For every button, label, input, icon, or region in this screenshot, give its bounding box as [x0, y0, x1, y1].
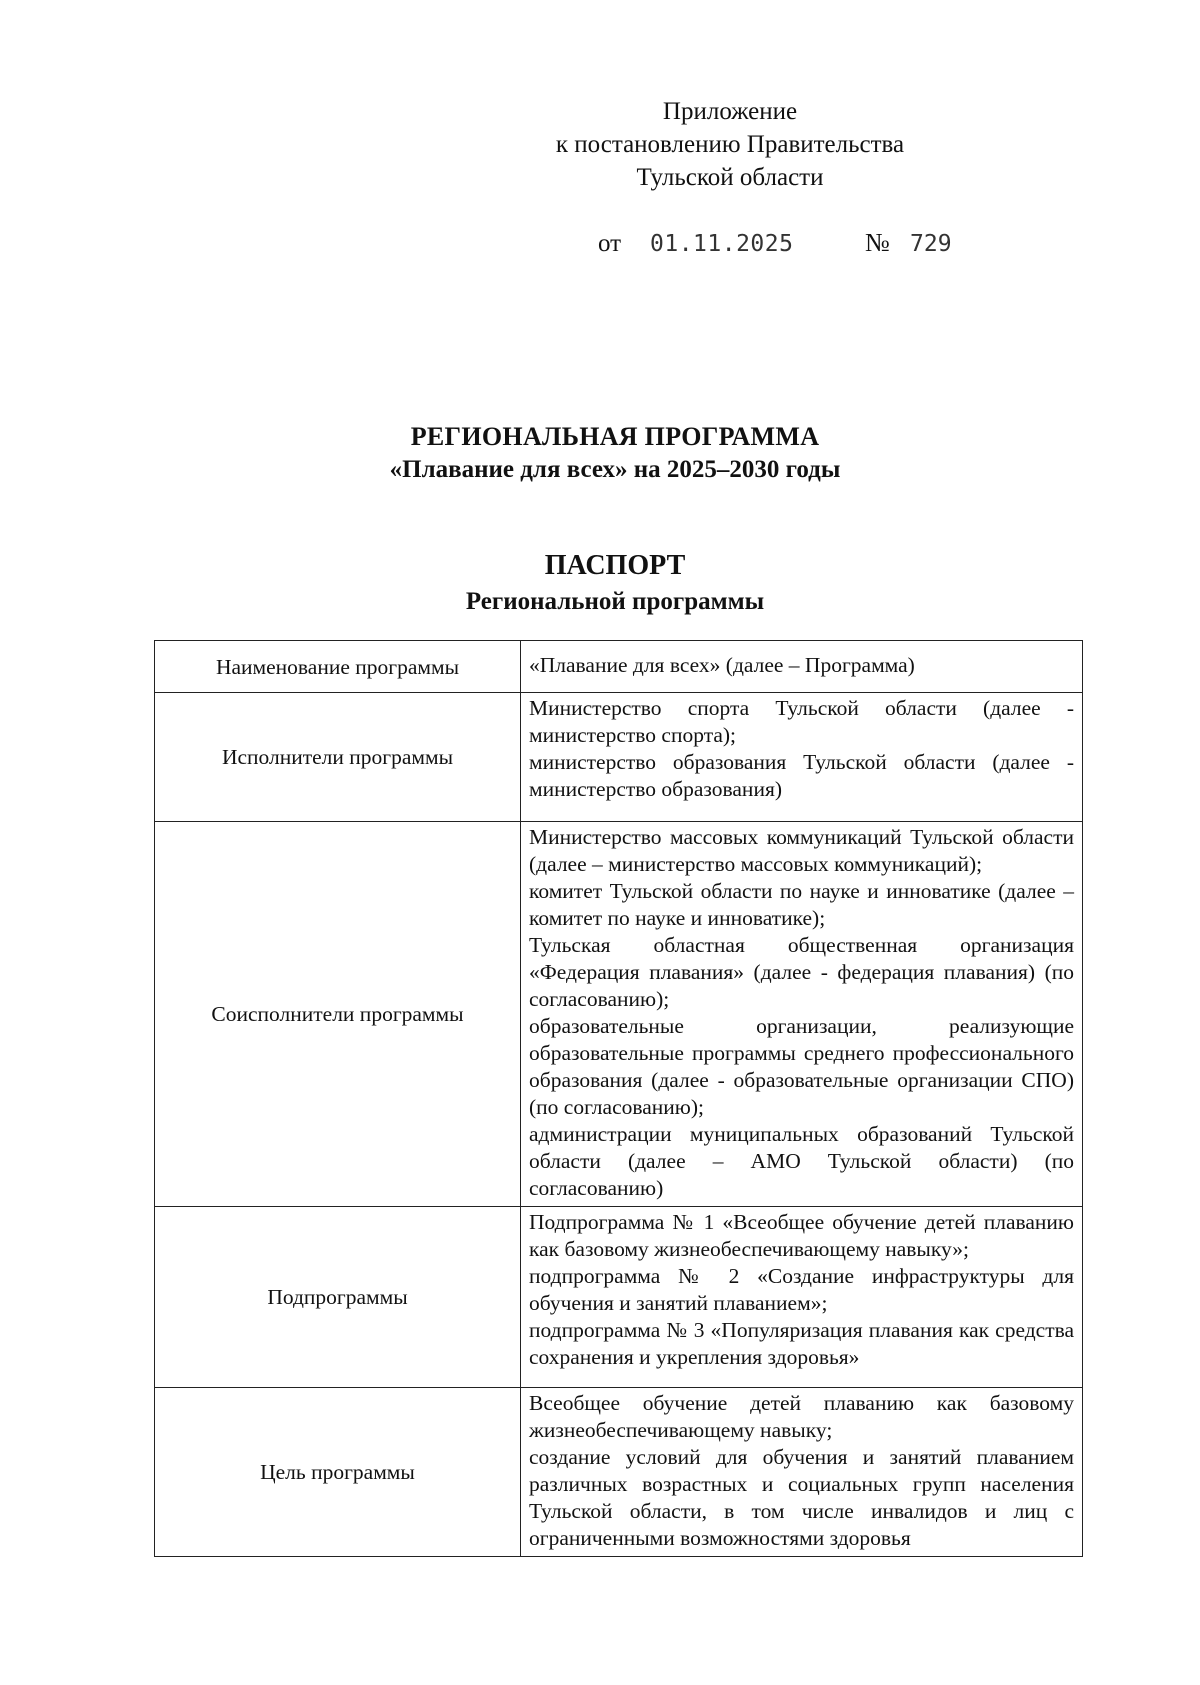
- appendix-header: [540, 95, 920, 194]
- number-label: №: [865, 228, 890, 257]
- row-label: Наименование программы: [155, 641, 521, 693]
- row-value-line: «Плавание для всех» (далее – Программа): [529, 653, 915, 677]
- number-value: 729: [910, 231, 952, 257]
- row-label: Соисполнители программы: [155, 822, 521, 1207]
- passport-table: [154, 640, 1083, 1557]
- row-value: [521, 1207, 1083, 1388]
- row-label: Подпрограммы: [155, 1207, 521, 1388]
- row-value-line: Тульская областная общественная организация «Федерация плавания» (далее - федерация плавания) (по согласованию);: [529, 933, 1074, 1011]
- passport-title: ПАСПОРТ: [544, 550, 686, 581]
- row-value: [521, 693, 1083, 822]
- row-value: [521, 822, 1083, 1207]
- passport-subtitle: Региональной программы: [465, 588, 765, 615]
- date-label: от: [598, 230, 622, 257]
- appendix-line-3: Тульской области: [636, 164, 824, 191]
- row-value-line: подпрограмма № 2 «Создание инфраструктуры для обучения и занятий плаванием»;: [529, 1264, 1074, 1315]
- table-row: [155, 1207, 1083, 1388]
- passport-heading: [150, 548, 1080, 620]
- row-value: [521, 1388, 1083, 1557]
- decree-date-number: [598, 228, 952, 258]
- row-value-line: создание условий для обучения и занятий плаванием различных возрастных и социальных групп населения Тульской области, в том числе инвалидов и лиц с ограниченными возможностями здоровья: [529, 1445, 1074, 1550]
- row-value-line: министерство образования Тульской области (далее - министерство образования): [529, 750, 1074, 801]
- row-value-line: Подпрограмма № 1 «Всеобщее обучение детей плаванию как базовому жизнеобеспечивающему навыку»;: [529, 1210, 1074, 1261]
- table-row: [155, 641, 1083, 693]
- date-value: 01.11.2025: [650, 231, 794, 257]
- table-row: [155, 822, 1083, 1207]
- program-title-line-1: РЕГИОНАЛЬНАЯ ПРОГРАММА: [410, 422, 820, 451]
- row-value-line: подпрограмма № 3 «Популяризация плавания как средства сохранения и укрепления здоровья»: [529, 1318, 1074, 1369]
- row-value-line: Министерство спорта Тульской области (далее - министерство спорта);: [529, 696, 1074, 747]
- row-label: Цель программы: [155, 1388, 521, 1557]
- row-value-line: администрации муниципальных образований Тульской области (далее – АМО Тульской области) (по согласованию): [529, 1122, 1074, 1200]
- row-value-line: комитет Тульской области по науке и инноватике (далее – комитет по науке и инноватике);: [529, 879, 1074, 930]
- row-label: Исполнители программы: [155, 693, 521, 822]
- appendix-line-2: к постановлению Правительства: [555, 131, 905, 158]
- row-value: [521, 641, 1083, 693]
- row-value-line: Всеобщее обучение детей плаванию как базовому жизнеобеспечивающему навыку;: [529, 1391, 1074, 1442]
- table-row: [155, 1388, 1083, 1557]
- program-title-line-2: «Плавание для всех» на 2025–2030 годы: [389, 456, 841, 483]
- program-title: [150, 420, 1080, 486]
- appendix-line-1: Приложение: [662, 98, 798, 125]
- table-row: [155, 693, 1083, 822]
- row-value-line: Министерство массовых коммуникаций Тульской области (далее – министерство массовых коммуникаций);: [529, 825, 1074, 876]
- row-value-line: образовательные организации, реализующие образовательные программы среднего профессионального образования (далее - образовательные организации СПО) (по согласованию);: [529, 1014, 1074, 1119]
